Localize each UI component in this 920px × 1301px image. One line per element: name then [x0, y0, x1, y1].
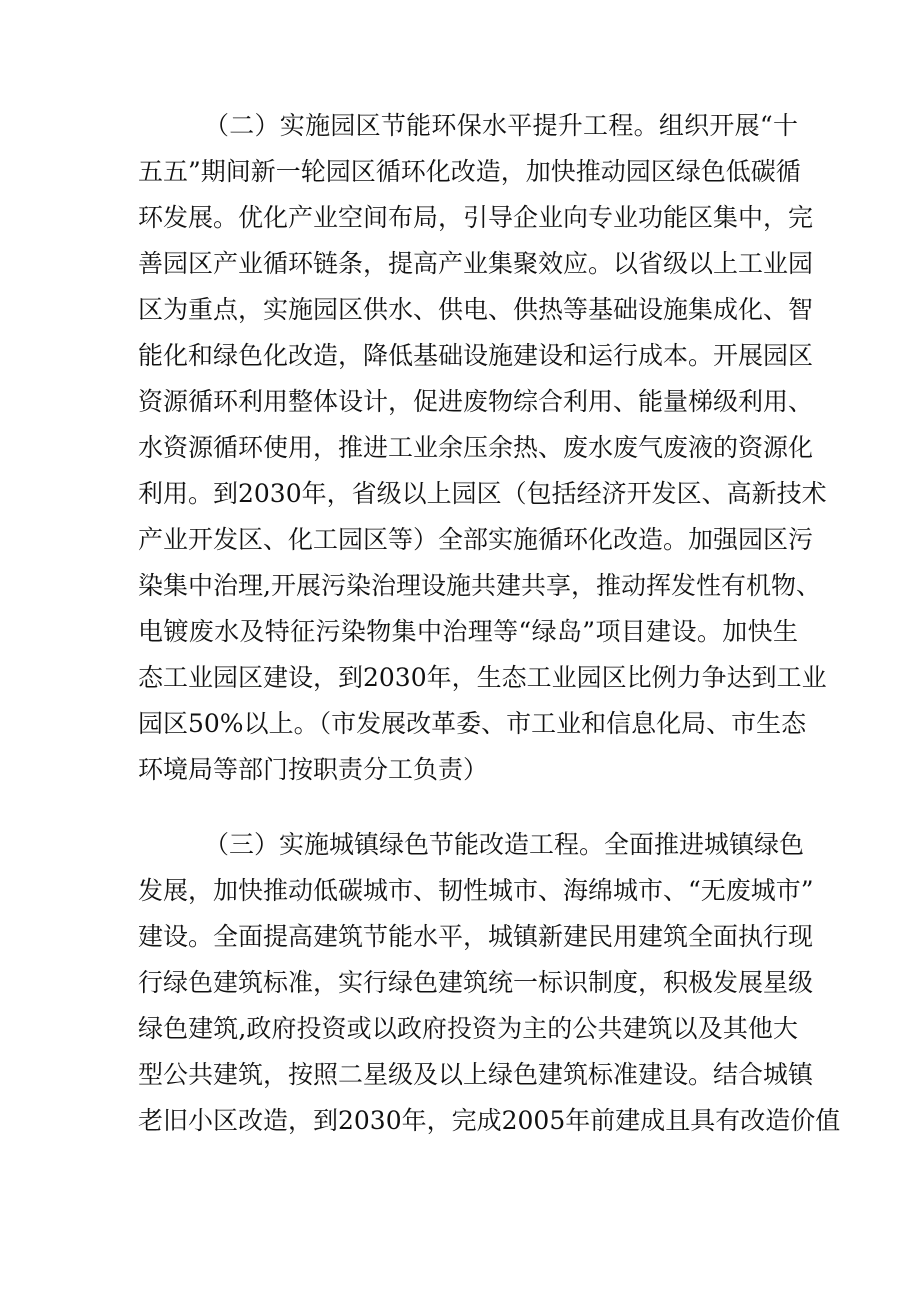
- text-line: 电镀废水及特征污染物集中治理等“绿岛”项目建设。加快生: [138, 617, 798, 646]
- text-line: 型公共建筑，按照二星级及以上绿色建筑标准建设。结合城镇: [138, 1060, 814, 1089]
- text-line: 五五”期间新一轮园区循环化改造，加快推动园区绿色低碳循: [138, 157, 801, 186]
- text-line: 发展，加快推动低碳城市、韧性城市、海绵城市、“无废城市”: [138, 876, 814, 905]
- text-line: （三）实施城镇绿色节能改造工程。全面推进城镇绿色: [204, 830, 805, 859]
- text-line: 能化和绿色化改造，降低基础设施建设和运行成本。开展园区: [138, 341, 814, 370]
- text-line: 园区50%以上。（市发展改革委、市工业和信息化局、市生态: [138, 709, 807, 738]
- paragraph-1: [138, 103, 827, 793]
- text-line: 态工业园区建设，到2030年，生态工业园区比例力争达到工业: [138, 663, 827, 692]
- text-line: （二）实施园区节能环保水平提升工程。组织开展“十: [204, 111, 798, 140]
- text-line: 环发展。优化产业空间布局，引导企业向专业功能区集中，完: [138, 203, 814, 232]
- paragraph-2: [138, 822, 841, 1144]
- text-line: 水资源循环使用，推进工业余压余热、废水废气废液的资源化: [138, 433, 814, 462]
- text-line: 老旧小区改造，到2030年，完成2005年前建成且具有改造价值: [138, 1106, 841, 1135]
- text-line: 绿色建筑,政府投资或以政府投资为主的公共建筑以及其他大: [138, 1014, 798, 1043]
- text-line: 环境局等部门按职责分工负责）: [138, 755, 489, 784]
- text-line: 区为重点，实施园区供水、供电、供热等基础设施集成化、智: [138, 295, 814, 324]
- text-line: 利用。到2030年，省级以上园区（包括经济开发区、高新技术: [138, 479, 827, 508]
- text-line: 资源循环利用整体设计，促进废物综合利用、能量梯级利用、: [138, 387, 814, 416]
- text-line: 染集中治理,开展污染治理设施共建共享，推动挥发性有机物、: [138, 571, 821, 600]
- text-line: 行绿色建筑标准，实行绿色建筑统一标识制度，积极发展星级: [138, 968, 814, 997]
- text-line: 善园区产业循环链条，提高产业集聚效应。以省级以上工业园: [138, 249, 814, 278]
- text-line: 产业开发区、化工园区等）全部实施循环化改造。加强园区污: [138, 525, 814, 554]
- text-line: 建设。全面提高建筑节能水平，城镇新建民用建筑全面执行现: [138, 922, 814, 951]
